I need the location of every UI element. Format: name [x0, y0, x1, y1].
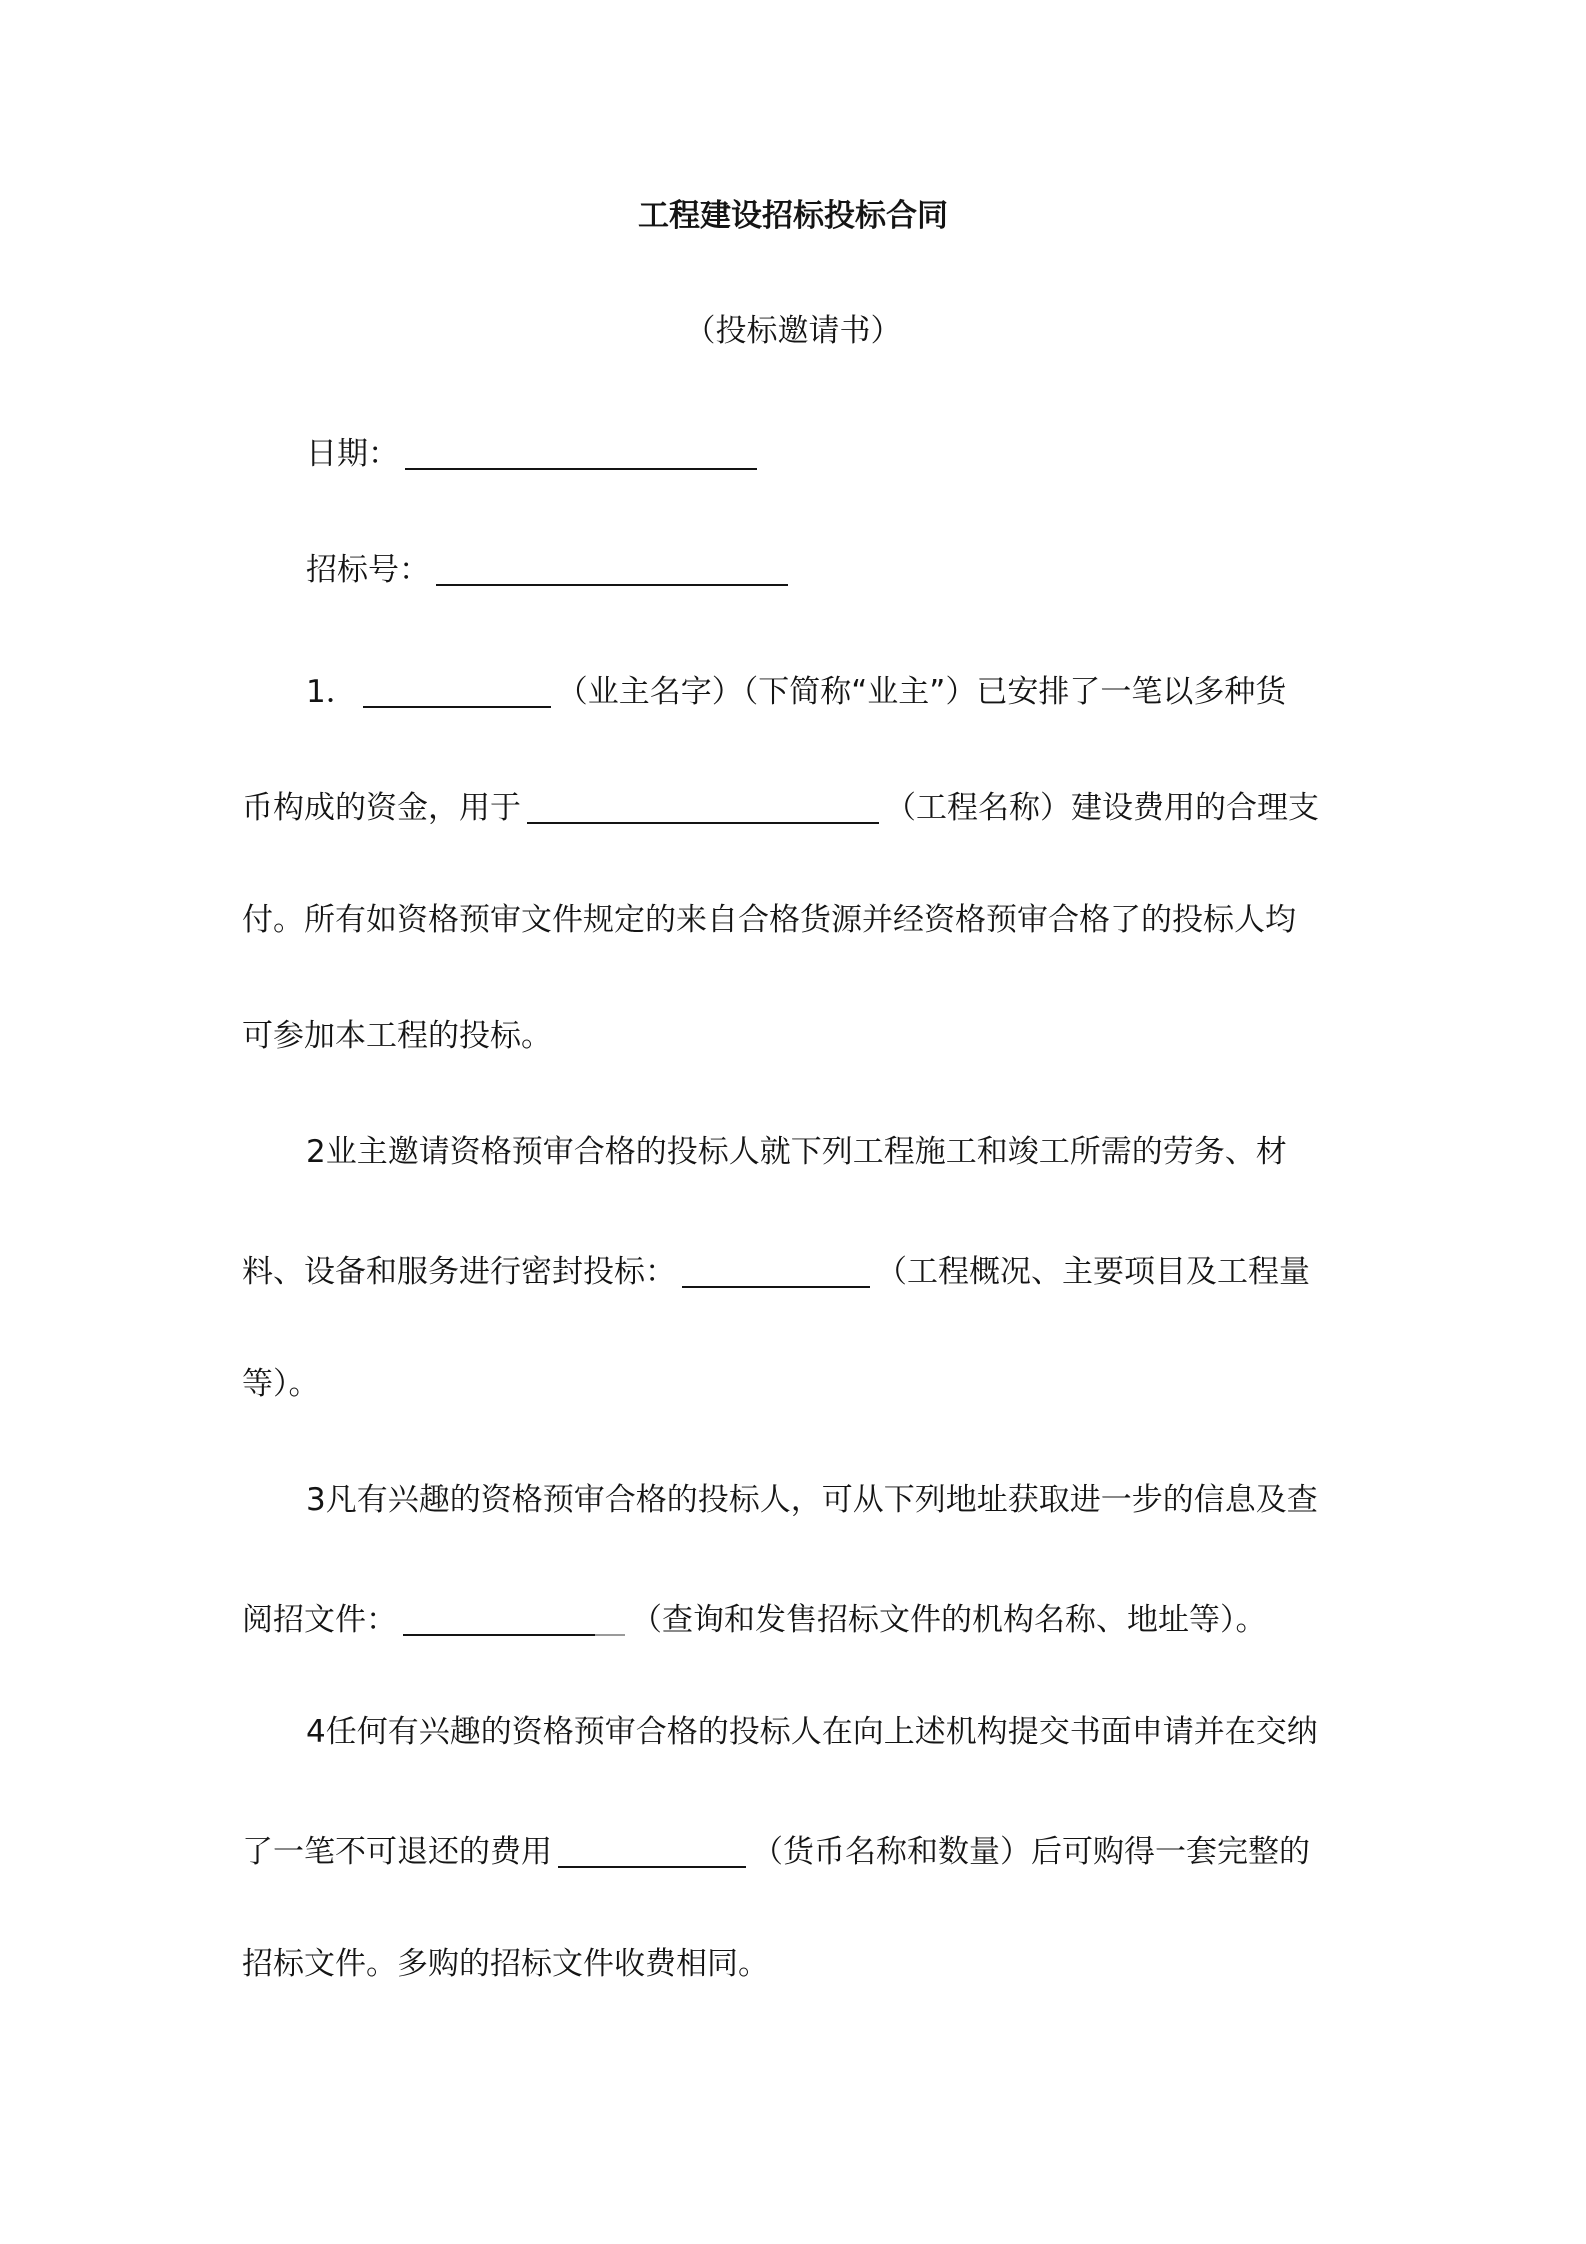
p1-line2 — [242, 782, 1319, 830]
p1-line2-text: （工程名称）建设费用的合理支 — [885, 790, 1319, 826]
date-label: 日期： — [306, 436, 399, 472]
p4-line2-start: 了一笔不可退还的费用 — [242, 1834, 552, 1870]
p4-line2 — [242, 1826, 1310, 1874]
p2-line2-start: 料、设备和服务进行密封投标： — [242, 1254, 676, 1290]
p2-line2-text: （工程概况、主要项目及工程量 — [876, 1254, 1310, 1290]
p1-line4: 可参加本工程的投标。 — [242, 1018, 552, 1054]
fee-blank[interactable] — [558, 1832, 746, 1868]
p2-line3: 等）。 — [242, 1366, 320, 1402]
p1-line1-text: （业主名字）（下简称“业主”）已安排了一笔以多种货 — [556, 674, 1287, 710]
p3-line2-start: 阅招文件： — [242, 1602, 397, 1638]
bid-number-line — [306, 544, 794, 592]
owner-name-blank[interactable] — [363, 672, 551, 708]
p1-line1 — [306, 666, 1286, 714]
project-overview-blank[interactable] — [682, 1252, 870, 1288]
p2-line1: 2业主邀请资格预审合格的投标人就下列工程施工和竣工所需的劳务、材 — [306, 1134, 1287, 1170]
document-title: 工程建设招标投标合同 — [638, 198, 948, 234]
p4-line3: 招标文件。多购的招标文件收费相同。 — [242, 1946, 769, 1982]
p2-line2 — [242, 1246, 1310, 1294]
p1-line3: 付。所有如资格预审文件规定的来自合格货源并经资格预审合格了的投标人均 — [242, 902, 1296, 938]
p3-line1: 3凡有兴趣的资格预审合格的投标人，可从下列地址获取进一步的信息及查 — [306, 1482, 1318, 1518]
document-subtitle: （投标邀请书） — [684, 313, 902, 349]
agency-blank-tail — [595, 1600, 625, 1636]
bid-number-label: 招标号： — [306, 552, 430, 588]
date-line — [306, 428, 763, 476]
p4-line2-text: （货币名称和数量）后可购得一套完整的 — [752, 1834, 1310, 1870]
agency-blank[interactable] — [403, 1600, 595, 1636]
p3-line2 — [242, 1594, 1267, 1642]
p1-prefix: 1． — [306, 674, 357, 710]
p3-line2-text: （查询和发售招标文件的机构名称、地址等）。 — [631, 1602, 1267, 1638]
bid-number-blank[interactable] — [436, 550, 788, 586]
p1-line2-start: 币构成的资金，用于 — [242, 790, 521, 826]
project-name-blank[interactable] — [527, 788, 879, 824]
p4-line1: 4任何有兴趣的资格预审合格的投标人在向上述机构提交书面申请并在交纳 — [306, 1714, 1318, 1750]
date-blank[interactable] — [405, 434, 757, 470]
